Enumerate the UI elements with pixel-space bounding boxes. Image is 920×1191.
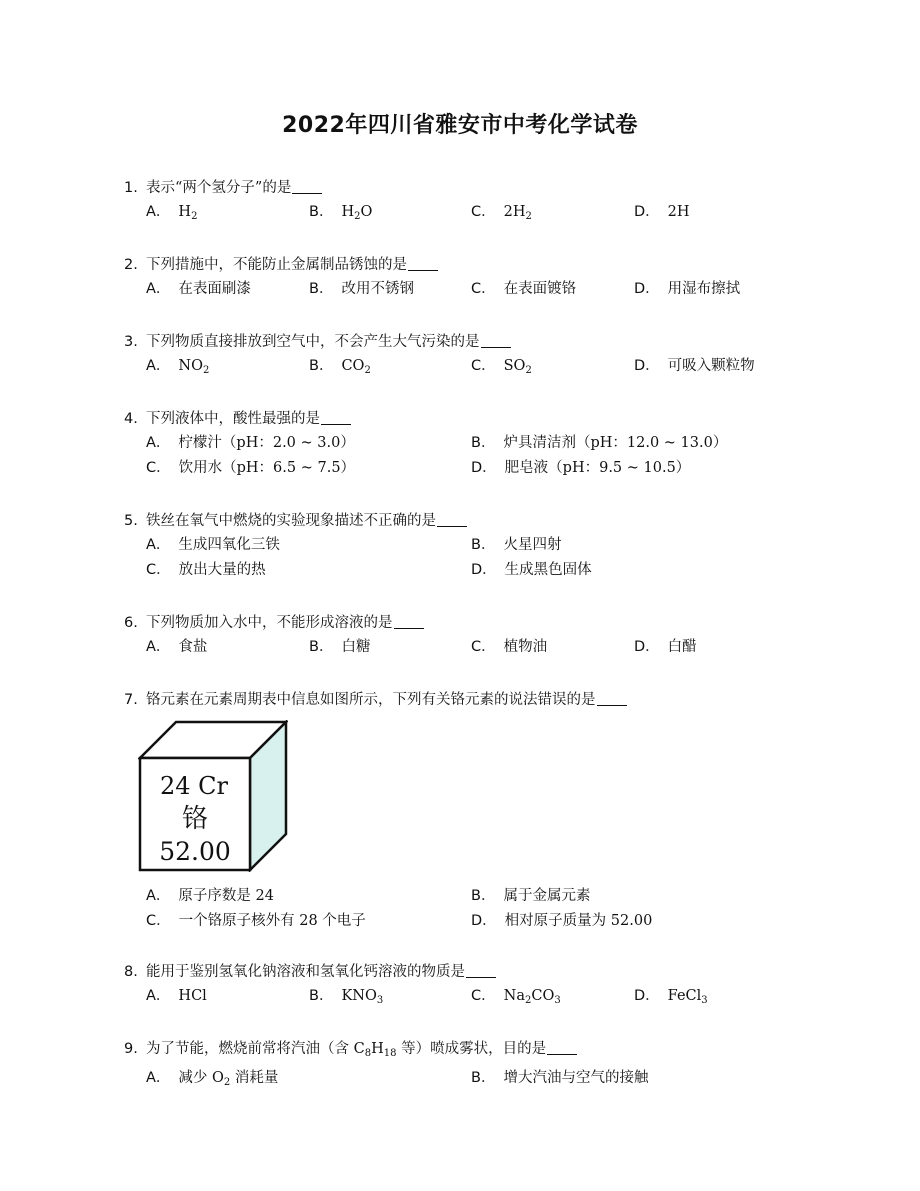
text-part: 等）喷成雾状，目的是 [396,1041,547,1057]
subscript: 8 [364,1048,372,1059]
option-a [146,1068,278,1093]
text-part: 属于金属元素 [503,888,591,904]
option-d [634,279,740,299]
subscript: 2 [524,995,532,1006]
option-c [146,911,366,931]
text-part: 柠檬汁（pH：2.0 ~ 3.0） [178,435,355,451]
text-part: 植物油 [503,639,548,655]
text-part: 为了节能，燃烧前常将汽油（含 C [146,1041,365,1057]
option-b [471,535,561,555]
text-part: H [341,204,355,220]
question-stem: 4. 下列液体中，酸性最强的是 [124,409,804,429]
text-part: 减少 O [178,1070,224,1086]
options-row [124,560,804,585]
option-b [309,986,383,1011]
answer-blank [408,256,438,271]
text-part: 生成四氧化三铁 [178,537,280,553]
subscript: 2 [191,211,198,222]
options-row [124,433,804,458]
text-part: 食盐 [178,639,208,655]
option-c [146,458,355,478]
text-part: 2H [667,204,690,220]
subscript: 2 [525,365,532,376]
option-a [146,637,207,657]
text-part: KNO [341,988,377,1004]
option-b [309,202,372,227]
option-d [634,637,697,657]
element-card-cr [138,720,288,872]
question-stem: 9. 为了节能，燃烧前常将汽油（含 $C_8H_{18}$ 等）喷成雾状，目的是 [124,1039,804,1064]
option-d [634,356,755,376]
text-part: 原子序数是 24 [178,888,274,904]
option-label: C． [471,281,496,297]
text-part: 炉具清洁剂（pH：12.0 ~ 13.0） [503,435,728,451]
option-label: A． [146,988,171,1004]
option-c [471,279,576,299]
option-b [471,433,727,453]
subscript: 3 [701,995,708,1006]
option-label: B． [471,537,496,553]
option-label: C． [471,639,496,655]
option-b [471,1068,648,1088]
question-stem: 8. 能用于鉴别氢氧化钠溶液和氢氧化钙溶液的物质是 [124,962,804,982]
question-7 [124,690,804,710]
option-c [471,202,532,227]
option-d [471,560,592,580]
option-c [471,356,532,381]
question-3 [124,332,804,381]
option-label: C． [146,913,171,929]
option-label: A． [146,435,171,451]
option-c [471,637,547,657]
option-d [471,911,652,931]
option-label: A． [146,537,171,553]
text-part: CO [531,988,555,1004]
text-part: 饮用水（pH：6.5 ~ 7.5） [178,460,356,476]
text-part: 白糖 [341,639,371,655]
answer-blank [321,410,351,425]
text-part: FeCl [667,988,702,1004]
text-part: 放出大量的热 [178,562,266,578]
question-stem: 6. 下列物质加入水中，不能形成溶液的是 [124,613,804,633]
question-6 [124,613,804,662]
answer-blank [437,512,467,527]
text-part: 在表面刷漆 [178,281,251,297]
option-label: A． [146,358,171,374]
text-part: Na [503,988,525,1004]
text-part: 一个铬原子核外有 28 个电子 [178,913,366,929]
text-part: 消耗量 [230,1070,279,1086]
option-label: B． [471,1070,496,1086]
text-part: 用湿布擦拭 [667,281,741,297]
option-label: A． [146,1070,171,1086]
answer-blank [481,333,511,348]
option-b [471,886,590,906]
question-stem: 3. 下列物质直接排放到空气中，不会产生大气污染的是 [124,332,804,352]
page-title: 2022年四川省雅安市中考化学试卷 [282,113,638,138]
text-part: 生成黑色固体 [504,562,592,578]
option-label: D． [634,204,660,220]
option-d [634,986,708,1011]
option-d [634,202,690,222]
option-label: C． [471,988,496,1004]
option-label: D． [634,358,660,374]
option-label: D． [471,460,497,476]
option-a [146,886,274,906]
text-part: 可吸入颗粒物 [667,358,755,374]
options-row [124,535,804,560]
text-part: HCl [178,988,207,1004]
element-number-symbol: 24 Cr [159,772,229,800]
question-5 [124,511,804,585]
option-a [146,433,355,453]
question-8 [124,962,804,1011]
option-b [309,637,370,657]
element-name: 铬 [181,804,209,834]
options-row [124,202,804,227]
text-part: 肥皂液（pH：9.5 ~ 10.5） [504,460,691,476]
subscript: 2 [364,365,371,376]
option-label: B． [309,358,334,374]
option-label: B． [309,988,334,1004]
subscript: 3 [376,995,384,1006]
option-label: D． [471,562,497,578]
option-label: A． [146,888,171,904]
options-row [124,1068,804,1093]
option-a [146,535,280,555]
option-label: C． [471,204,496,220]
option-b [309,356,371,381]
options-row [124,458,804,483]
text-part: 火星四射 [503,537,562,553]
option-d [471,458,690,478]
option-label: B． [309,639,334,655]
element-mass: 52.00 [159,837,231,866]
text-part: O [360,204,373,220]
question-stem: 5. 铁丝在氧气中燃烧的实验现象描述不正确的是 [124,511,804,531]
text-part: 改用不锈钢 [341,281,414,297]
subscript: 2 [525,211,532,222]
answer-blank [466,963,496,978]
subscript: 2 [354,211,361,222]
option-label: D． [471,913,497,929]
option-a [146,202,197,227]
answer-blank [597,691,627,706]
text-part: 在表面镀铬 [503,281,577,297]
text-part: H [371,1041,384,1057]
option-label: C． [146,460,171,476]
options-row [124,986,804,1011]
question-stem: 7. 铬元素在元素周期表中信息如图所示，下列有关铬元素的说法错误的是 [124,690,804,710]
options-row [124,637,804,662]
options-row [124,279,804,304]
option-b [309,279,414,299]
options-row [124,356,804,381]
option-label: B． [309,204,334,220]
answer-blank [292,179,322,194]
option-label: D． [634,988,660,1004]
question-1 [124,178,804,227]
text-part: 2H [503,204,526,220]
subscript: 2 [223,1077,231,1088]
options-row [124,911,804,936]
text-part: 白醋 [667,639,697,655]
text-part: CO [341,358,365,374]
question-4 [124,409,804,483]
stem-text [146,1041,546,1057]
subscript: 18 [383,1048,397,1059]
option-label: B． [471,435,496,451]
text-part: SO [503,358,526,374]
options-row [124,886,804,911]
option-c [471,986,561,1011]
option-label: C． [146,562,171,578]
answer-blank [394,614,424,629]
subscript: 3 [554,995,561,1006]
subscript: 2 [203,365,210,376]
option-label: D． [634,281,660,297]
answer-blank [547,1040,577,1055]
option-a [146,356,209,381]
option-label: B． [309,281,334,297]
question-2 [124,255,804,304]
option-label: B． [471,888,496,904]
question-stem: 2. 下列措施中，不能防止金属制品锈蚀的是 [124,255,804,275]
option-label: D． [634,639,660,655]
text-part: 相对原子质量为 52.00 [504,913,653,929]
text-part: NO [178,358,203,374]
option-label: A． [146,281,171,297]
question-9 [124,1039,804,1093]
option-a [146,986,207,1006]
option-label: C． [471,358,496,374]
option-c [146,560,266,580]
text-part: 增大汽油与空气的接触 [503,1070,649,1086]
option-label: A． [146,204,171,220]
option-a [146,279,251,299]
option-label: A． [146,639,171,655]
question-stem: 1. 表示“两个氢分子”的是 [124,178,804,198]
text-part: H [178,204,192,220]
question-7-options [124,886,804,936]
